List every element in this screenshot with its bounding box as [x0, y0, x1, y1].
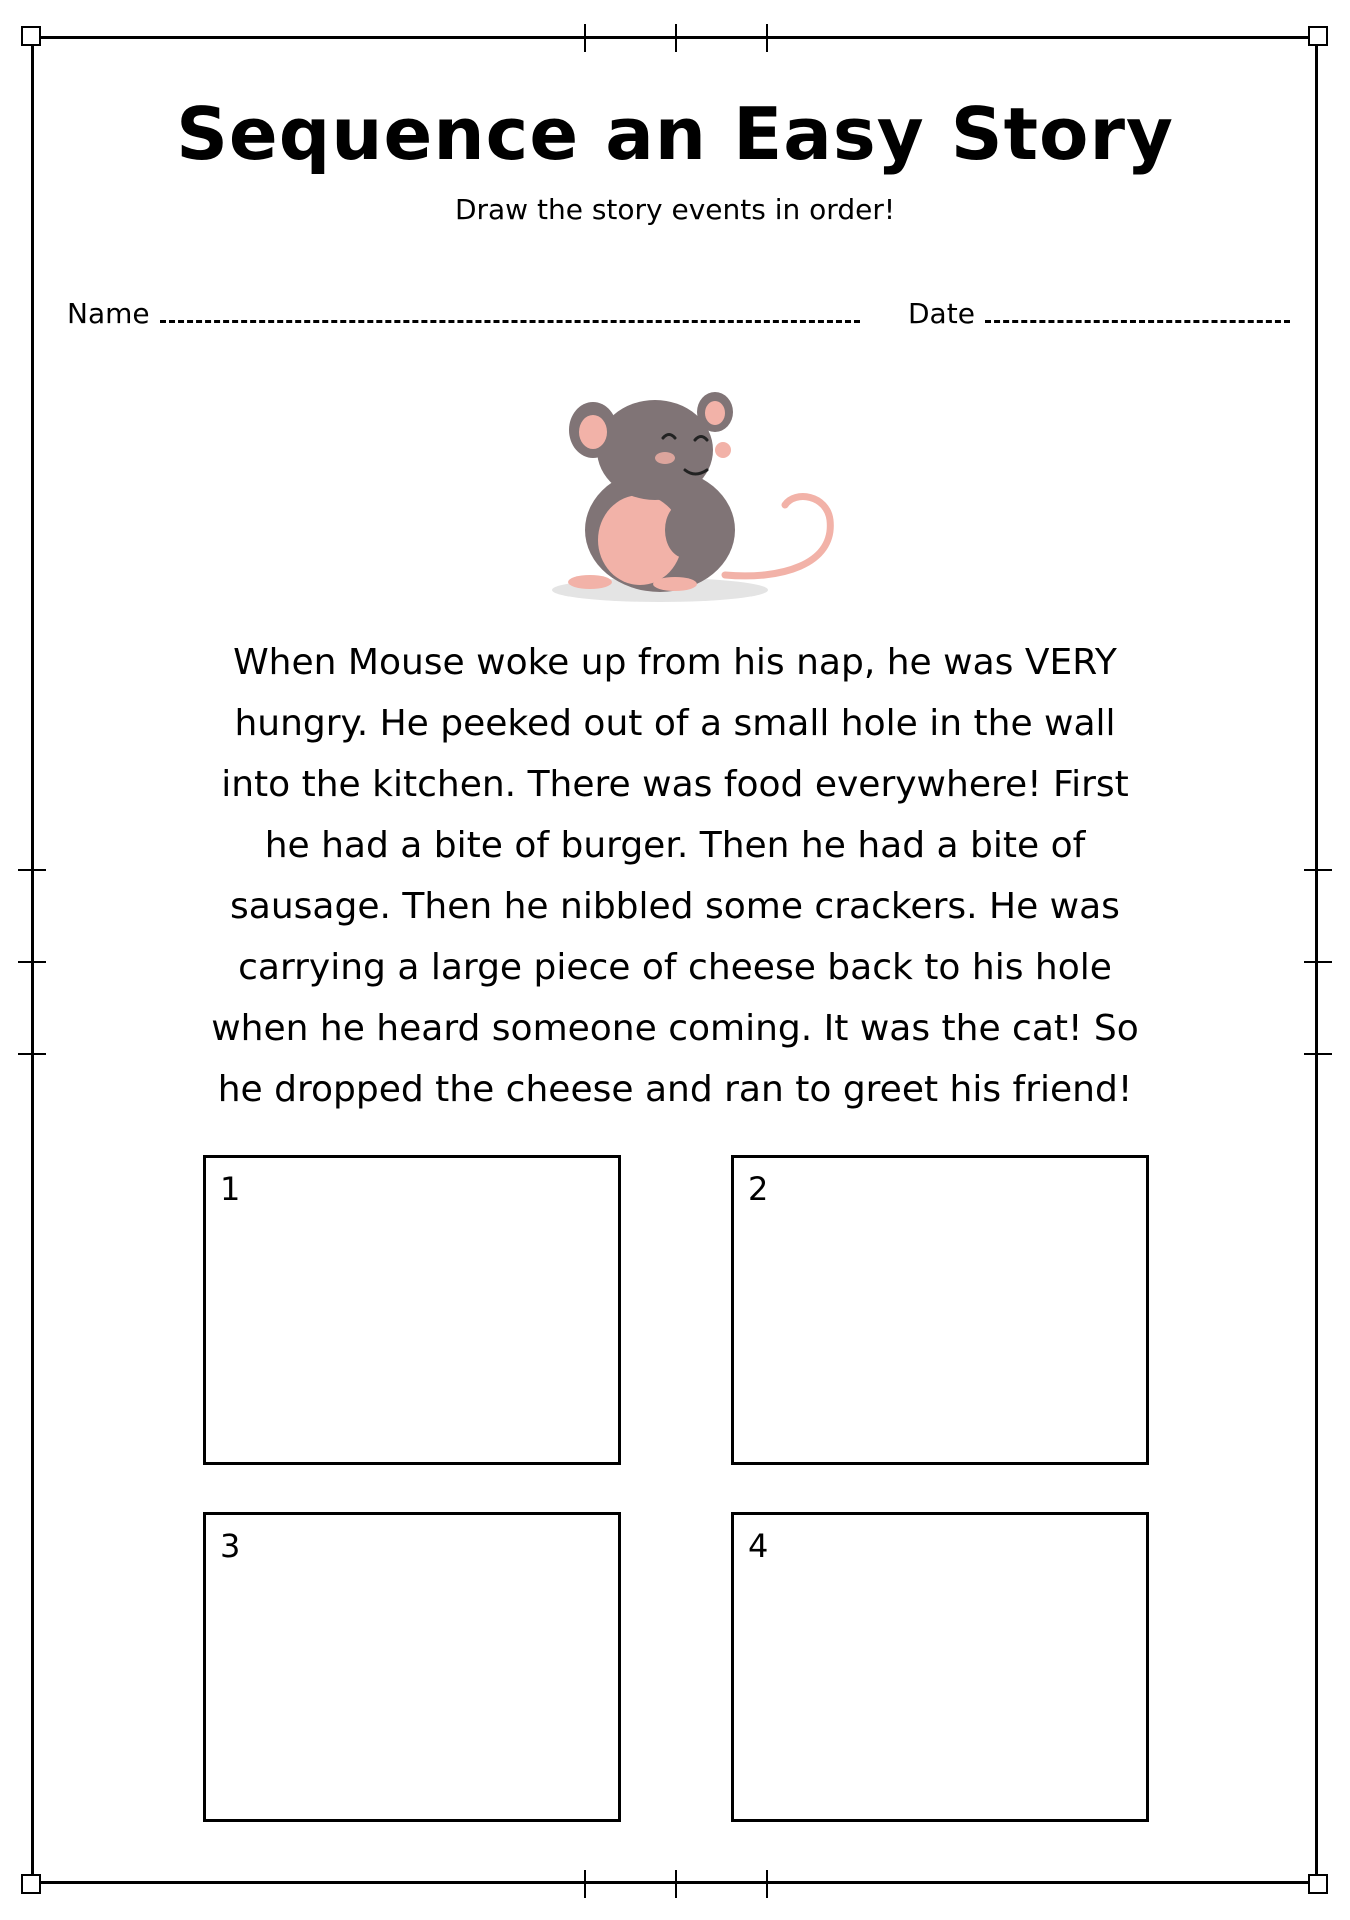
- mouse-head: [597, 400, 713, 500]
- mouse-cheek: [655, 452, 675, 464]
- mouse-nose: [715, 442, 731, 458]
- corner-bottom-right: [1308, 1874, 1328, 1894]
- name-line[interactable]: [160, 294, 860, 323]
- tick-bottom-3: [766, 1870, 768, 1898]
- mouse-paw-right: [648, 508, 666, 532]
- mouse-tail: [725, 497, 830, 576]
- tick-top-3: [766, 24, 768, 52]
- tick-left-2: [18, 961, 46, 963]
- tick-top-2: [675, 24, 677, 52]
- corner-top-left: [21, 26, 41, 46]
- name-label: Name: [67, 297, 150, 330]
- tick-bottom-1: [584, 1870, 586, 1898]
- mouse-ear-right-inner: [705, 401, 725, 425]
- name-field[interactable]: [67, 294, 860, 330]
- mouse-foot-right: [653, 577, 697, 591]
- drawing-box-2[interactable]: [731, 1155, 1149, 1465]
- box-number: 4: [748, 1527, 769, 1565]
- tick-left-1: [18, 869, 46, 871]
- mouse-foot-left: [568, 575, 612, 589]
- tick-left-3: [18, 1053, 46, 1055]
- tick-right-2: [1304, 961, 1332, 963]
- corner-bottom-left: [21, 1874, 41, 1894]
- tick-right-1: [1304, 869, 1332, 871]
- drawing-box-3[interactable]: [203, 1512, 621, 1822]
- box-number: 3: [220, 1527, 241, 1565]
- corner-top-right: [1308, 26, 1328, 46]
- tick-top-1: [584, 24, 586, 52]
- worksheet-title: Sequence an Easy Story: [176, 92, 1174, 176]
- date-line[interactable]: [985, 294, 1290, 323]
- date-label: Date: [908, 297, 975, 330]
- mouse-arm: [665, 502, 705, 558]
- mouse-paw-left: [626, 508, 644, 532]
- mouse-icon: [545, 390, 845, 610]
- tick-bottom-2: [675, 1870, 677, 1898]
- story-text: When Mouse woke up from his nap, he was VERY hungry. He peeked out of a small hole in the wall into the kitchen. There was food everywhere! First he had a bite of burger. Then he had a bite of sausage. Then he nibbled some crackers. He was carrying a large piece of cheese back to his hole when he heard someone coming. It was the cat! So he dropped the cheese and ran to greet his friend!: [211, 642, 1139, 1110]
- drawing-box-1[interactable]: [203, 1155, 621, 1465]
- date-field[interactable]: [908, 294, 1290, 330]
- worksheet-subtitle: Draw the story events in order!: [454, 193, 896, 226]
- tick-right-3: [1304, 1053, 1332, 1055]
- mouse-ear-left-inner: [579, 415, 607, 449]
- drawing-box-4[interactable]: [731, 1512, 1149, 1822]
- box-number: 1: [220, 1170, 241, 1208]
- box-number: 2: [748, 1170, 769, 1208]
